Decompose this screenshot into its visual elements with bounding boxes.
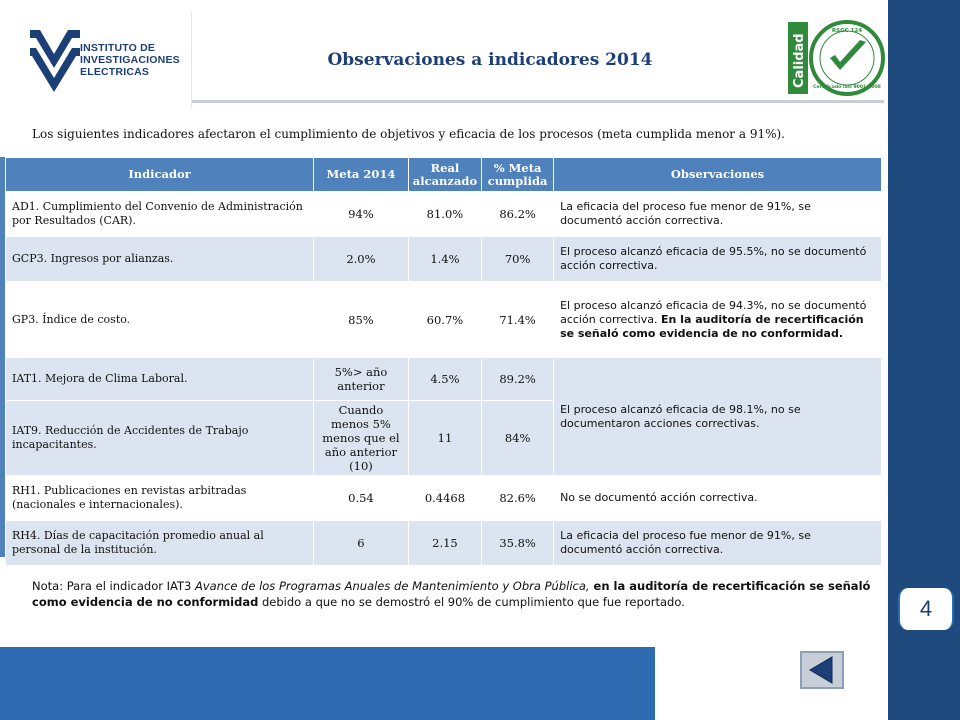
pct-cell: 84% <box>482 401 554 476</box>
table-header-row <box>6 158 882 192</box>
pct-cell: 89.2% <box>482 358 554 401</box>
back-button[interactable] <box>800 651 844 689</box>
header-indicador: Indicador <box>6 158 314 192</box>
obs-text: El proceso alcanzó eficacia de 94.3%, no se documentó acción correctiva. <box>560 298 867 326</box>
meta-cell: 0.54 <box>314 476 409 521</box>
back-arrow-icon <box>802 653 842 687</box>
header-pct: % Meta cumplida <box>482 158 554 192</box>
iie-logo-icon <box>22 20 84 96</box>
real-cell: 0.4468 <box>408 476 481 521</box>
certification-badge-icon <box>786 18 886 98</box>
header-observaciones: Observaciones <box>554 158 882 192</box>
table-row <box>6 521 882 566</box>
institution-logo <box>10 12 192 108</box>
logo-line: INSTITUTO DE <box>80 42 156 54</box>
pct-cell: 70% <box>482 237 554 282</box>
indicador-cell: GP3. Índice de costo. <box>6 282 314 358</box>
obs-cell: La eficacia del proceso fue menor de 91%, se documentó acción correctiva. <box>554 521 882 566</box>
intro-text: Los siguientes indicadores afectaron el cumplimiento de objetivos y eficacia de los procesos (meta cumplida menor a 91%). <box>32 127 785 141</box>
cert-vertical-text: Calidad <box>792 33 807 88</box>
meta-cell: Cuando menos 5% menos que el año anterior (10) <box>314 401 409 476</box>
table-row <box>6 237 882 282</box>
table-row <box>6 476 882 521</box>
logo-text <box>80 42 180 78</box>
pct-cell: 86.2% <box>482 192 554 237</box>
table-row <box>6 192 882 237</box>
indicador-cell: GCP3. Ingresos por alianzas. <box>6 237 314 282</box>
page-title: Observaciones a indicadores 2014 <box>327 50 653 70</box>
obs-cell: No se documentó acción correctiva. <box>554 476 882 521</box>
indicators-table <box>5 157 882 566</box>
note-bold: en la auditoría de recertificación se señaló como evidencia de no conformidad <box>32 579 871 609</box>
obs-cell: La eficacia del proceso fue menor de 91%, se documentó acción correctiva. <box>554 192 882 237</box>
pct-cell: 35.8% <box>482 521 554 566</box>
note-prefix: Nota: Para el indicador IAT3 <box>32 579 195 593</box>
meta-cell: 94% <box>314 192 409 237</box>
logo-line: ELECTRICAS <box>80 66 150 78</box>
note-suffix: debido a que no se demostró el 90% de cumplimiento que fue reportado. <box>258 595 685 609</box>
logo-line: INVESTIGACIONES <box>80 54 180 66</box>
indicador-cell: AD1. Cumplimiento del Convenio de Administración por Resultados (CAR). <box>6 192 314 237</box>
table-row <box>6 358 882 401</box>
table-row <box>6 282 882 358</box>
real-cell: 60.7% <box>408 282 481 358</box>
note-italic: Avance de los Programas Anuales de Mantenimiento y Obra Pública, <box>194 579 590 593</box>
page-number: 4 <box>898 588 954 630</box>
obs-cell: El proceso alcanzó eficacia de 98.1%, no se documentaron acciones correctivas. <box>554 358 882 476</box>
pct-cell: 82.6% <box>482 476 554 521</box>
real-cell: 11 <box>408 401 481 476</box>
real-cell: 4.5% <box>408 358 481 401</box>
cert-badge-top-text: RSGC 124 <box>831 28 863 34</box>
header-divider <box>192 100 884 103</box>
meta-cell: 6 <box>314 521 409 566</box>
indicador-cell: RH1. Publicaciones en revistas arbitradas (nacionales e internacionales). <box>6 476 314 521</box>
real-cell: 81.0% <box>408 192 481 237</box>
real-cell: 1.4% <box>408 237 481 282</box>
indicador-cell: IAT9. Reducción de Accidentes de Trabajo incapacitantes. <box>6 401 314 476</box>
obs-cell: El proceso alcanzó eficacia de 95.5%, no se documentó acción correctiva. <box>554 237 882 282</box>
cert-badge-bottom-text: Certificado ISO 9001:2008 <box>813 85 881 90</box>
meta-cell: 5%> año anterior <box>314 358 409 401</box>
meta-cell: 85% <box>314 282 409 358</box>
obs-cell <box>554 282 882 358</box>
real-cell: 2.15 <box>408 521 481 566</box>
obs-bold-text: En la auditoría de recertificación se señaló como evidencia de no conformidad. <box>560 312 864 340</box>
header-real: Real alcanzado <box>408 158 481 192</box>
pct-cell: 71.4% <box>482 282 554 358</box>
meta-cell: 2.0% <box>314 237 409 282</box>
indicador-cell: IAT1. Mejora de Clima Laboral. <box>6 358 314 401</box>
header-meta: Meta 2014 <box>314 158 409 192</box>
bottom-decor-bar <box>0 647 655 720</box>
footnote <box>32 578 882 610</box>
indicador-cell: RH4. Días de capacitación promedio anual al personal de la institución. <box>6 521 314 566</box>
